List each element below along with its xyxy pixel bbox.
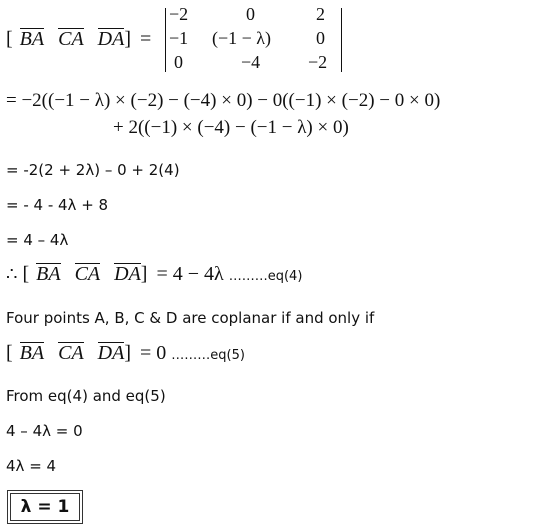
vector-ba: BA (36, 263, 61, 285)
vector-ba: BA (19, 342, 45, 364)
from-statement: From eq(4) and eq(5) (6, 387, 166, 405)
det-cell-r1c1: −2 (169, 4, 189, 24)
det-cell-r1c2: 0 (246, 4, 255, 24)
det-cell-r1c3: 2 (316, 4, 325, 24)
determinant-matrix (165, 6, 343, 72)
answer-box (7, 490, 83, 524)
eq4-rhs: = 4 − 4λ (156, 263, 224, 285)
coplanar-statement: Four points A, B, C & D are coplanar if and only if (6, 309, 375, 327)
det-cell-r3c3: −2 (308, 52, 328, 72)
expansion-line-1: = −2((−1 − λ) × (−2) − (−4) × 0) − 0((−1) × (−2) − 0 × 0) (6, 90, 441, 111)
answer-text: λ = 1 (10, 493, 80, 521)
eq5-rhs: = 0 (140, 342, 167, 364)
vector-ca: CA (58, 28, 84, 50)
vector-ba: BA (19, 28, 45, 50)
det-cell-r2c3: 0 (316, 28, 325, 48)
step-5: 4λ = 4 (6, 457, 57, 475)
vector-ca: CA (58, 342, 84, 364)
stp-expression-1: [ BA CA DA] = (6, 28, 152, 50)
step-1: = -2(2 + 2λ) – 0 + 2(4) (6, 161, 180, 179)
det-cell-r3c2: −4 (241, 52, 261, 72)
stp-expression-2: ∴ [ BA CA DA] = 4 − 4λ ………eq(4) (6, 263, 303, 285)
step-2: = - 4 - 4λ + 8 (6, 196, 109, 214)
vector-ca: CA (74, 263, 101, 285)
det-cell-r2c2: (−1 − λ) (212, 28, 272, 48)
step-4: 4 – 4λ = 0 (6, 422, 83, 440)
vector-da: DA (97, 342, 125, 364)
determinant-left-bar (165, 8, 166, 72)
eq5-reference: ………eq(5) (171, 348, 245, 363)
therefore-symbol: ∴ (6, 264, 18, 284)
det-cell-r2c1: −1 (169, 28, 189, 48)
eq4-reference: ………eq(4) (228, 269, 303, 284)
vector-da: DA (114, 263, 141, 285)
det-cell-r3c1: 0 (174, 52, 183, 72)
equals-sign: = (140, 28, 152, 50)
step-3: = 4 – 4λ (6, 231, 69, 249)
determinant-right-bar (341, 8, 342, 72)
vector-da: DA (97, 28, 125, 50)
expansion-line-2: + 2((−1) × (−4) − (−1 − λ) × 0) (113, 117, 349, 138)
stp-expression-3: [ BA CA DA] = 0 ………eq(5) (6, 342, 245, 364)
